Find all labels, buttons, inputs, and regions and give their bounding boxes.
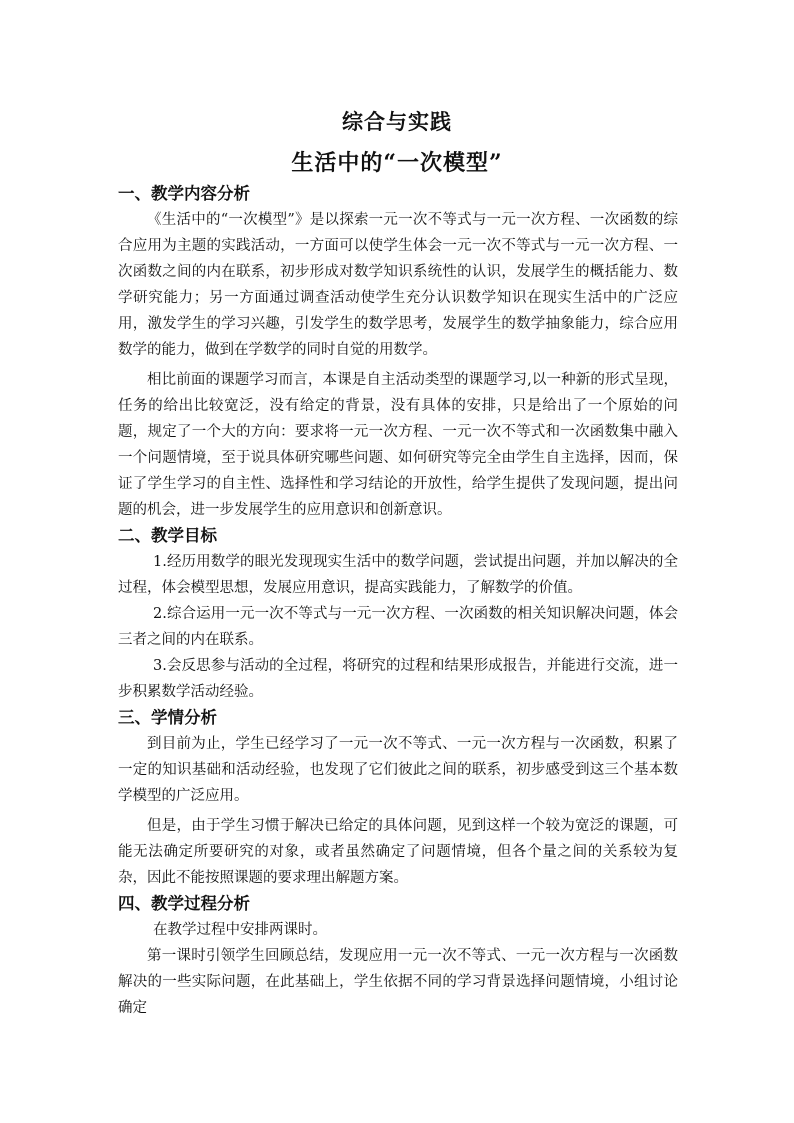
section-heading-process-analysis: 四、教学过程分析 (118, 894, 250, 913)
section-heading-teaching-goals: 二、教学目标 (118, 526, 217, 545)
goal-item-2: 2.综合运用一元一次不等式与一元一次方程、一次函数的相关知识解决问题，体会三者之间的内在联系。 (118, 606, 678, 648)
paragraph: 《生活中的“一次模型”》是以探索一元一次不等式与一元一次方程、一次函数的综合应用为主题的实践活动，一方面可以使学生体会一元一次不等式与一元一次方程、一次函数之间的内在联系，初步形成对数学知识系统性的认识，发展学生的概括能力、数学研究能力；另一方面通过调查活动使学生充分认识数学知识在现实生活中的广泛应用，激发学生的学习兴趣，引发学生的数学思考，发展学生的数学抽象能力，综合应用数学的能力，做到在学数学的同时自觉的用数学。 (118, 212, 678, 358)
paragraph: 第一课时引领学生回顾总结，发现应用一元一次不等式、一元一次方程与一次函数解决的一些实际问题，在此基础上，学生依据不同的学习背景选择问题情境，小组讨论确定 (118, 948, 678, 1016)
goal-item-3: 3.会反思参与活动的全过程，将研究的过程和结果形成报告，并能进行交流，进一步积累数学活动经验。 (118, 658, 678, 700)
document-body (118, 181, 678, 1021)
goal-item-1: 1.经历用数学的眼光发现现实生活中的数学问题，尝试提出问题，并加以解决的全过程，体会模型思想，发展应用意识，提高实践能力，了解数学的价值。 (118, 554, 678, 596)
paragraph: 到目前为止，学生已经学习了一元一次不等式、一元一次方程与一次函数，积累了一定的知识基础和活动经验，也发现了它们彼此之间的联系，初步感受到这三个基本数学模型的广泛应用。 (118, 736, 678, 804)
document-subtitle: 生活中的“一次模型” (291, 150, 503, 176)
section-heading-learning-analysis: 三、学情分析 (118, 708, 217, 727)
paragraph: 相比前面的课题学习而言，本课是自主活动类型的课题学习,以一种新的形式呈现，任务的给出比较宽泛，没有给定的背景，没有具体的安排，只是给出了一个原始的问题，规定了一个大的方向：要求将一元一次方程、一元一次不等式和一次函数集中融入一个问题情境，至于说具体研究哪些问题、如何研究等完全由学生自主选择，因而，保证了学生学习的自主性、选择性和学习结论的开放性，给学生提供了发现问题，提出问题的机会，进一步发展学生的应用意识和创新意识。 (118, 372, 678, 518)
document-title: 综合与实践 (342, 109, 452, 134)
paragraph: 在教学过程中安排两课时。 (153, 922, 327, 938)
paragraph: 但是，由于学生习惯于解决已给定的具体问题，见到这样一个较为宽泛的课题，可能无法确定所要研究的对象，或者虽然确定了问题情境，但各个量之间的关系较为复杂，因此不能按照课题的要求理出解题方案。 (118, 818, 678, 886)
section-heading-content-analysis: 一、教学内容分析 (118, 184, 250, 203)
